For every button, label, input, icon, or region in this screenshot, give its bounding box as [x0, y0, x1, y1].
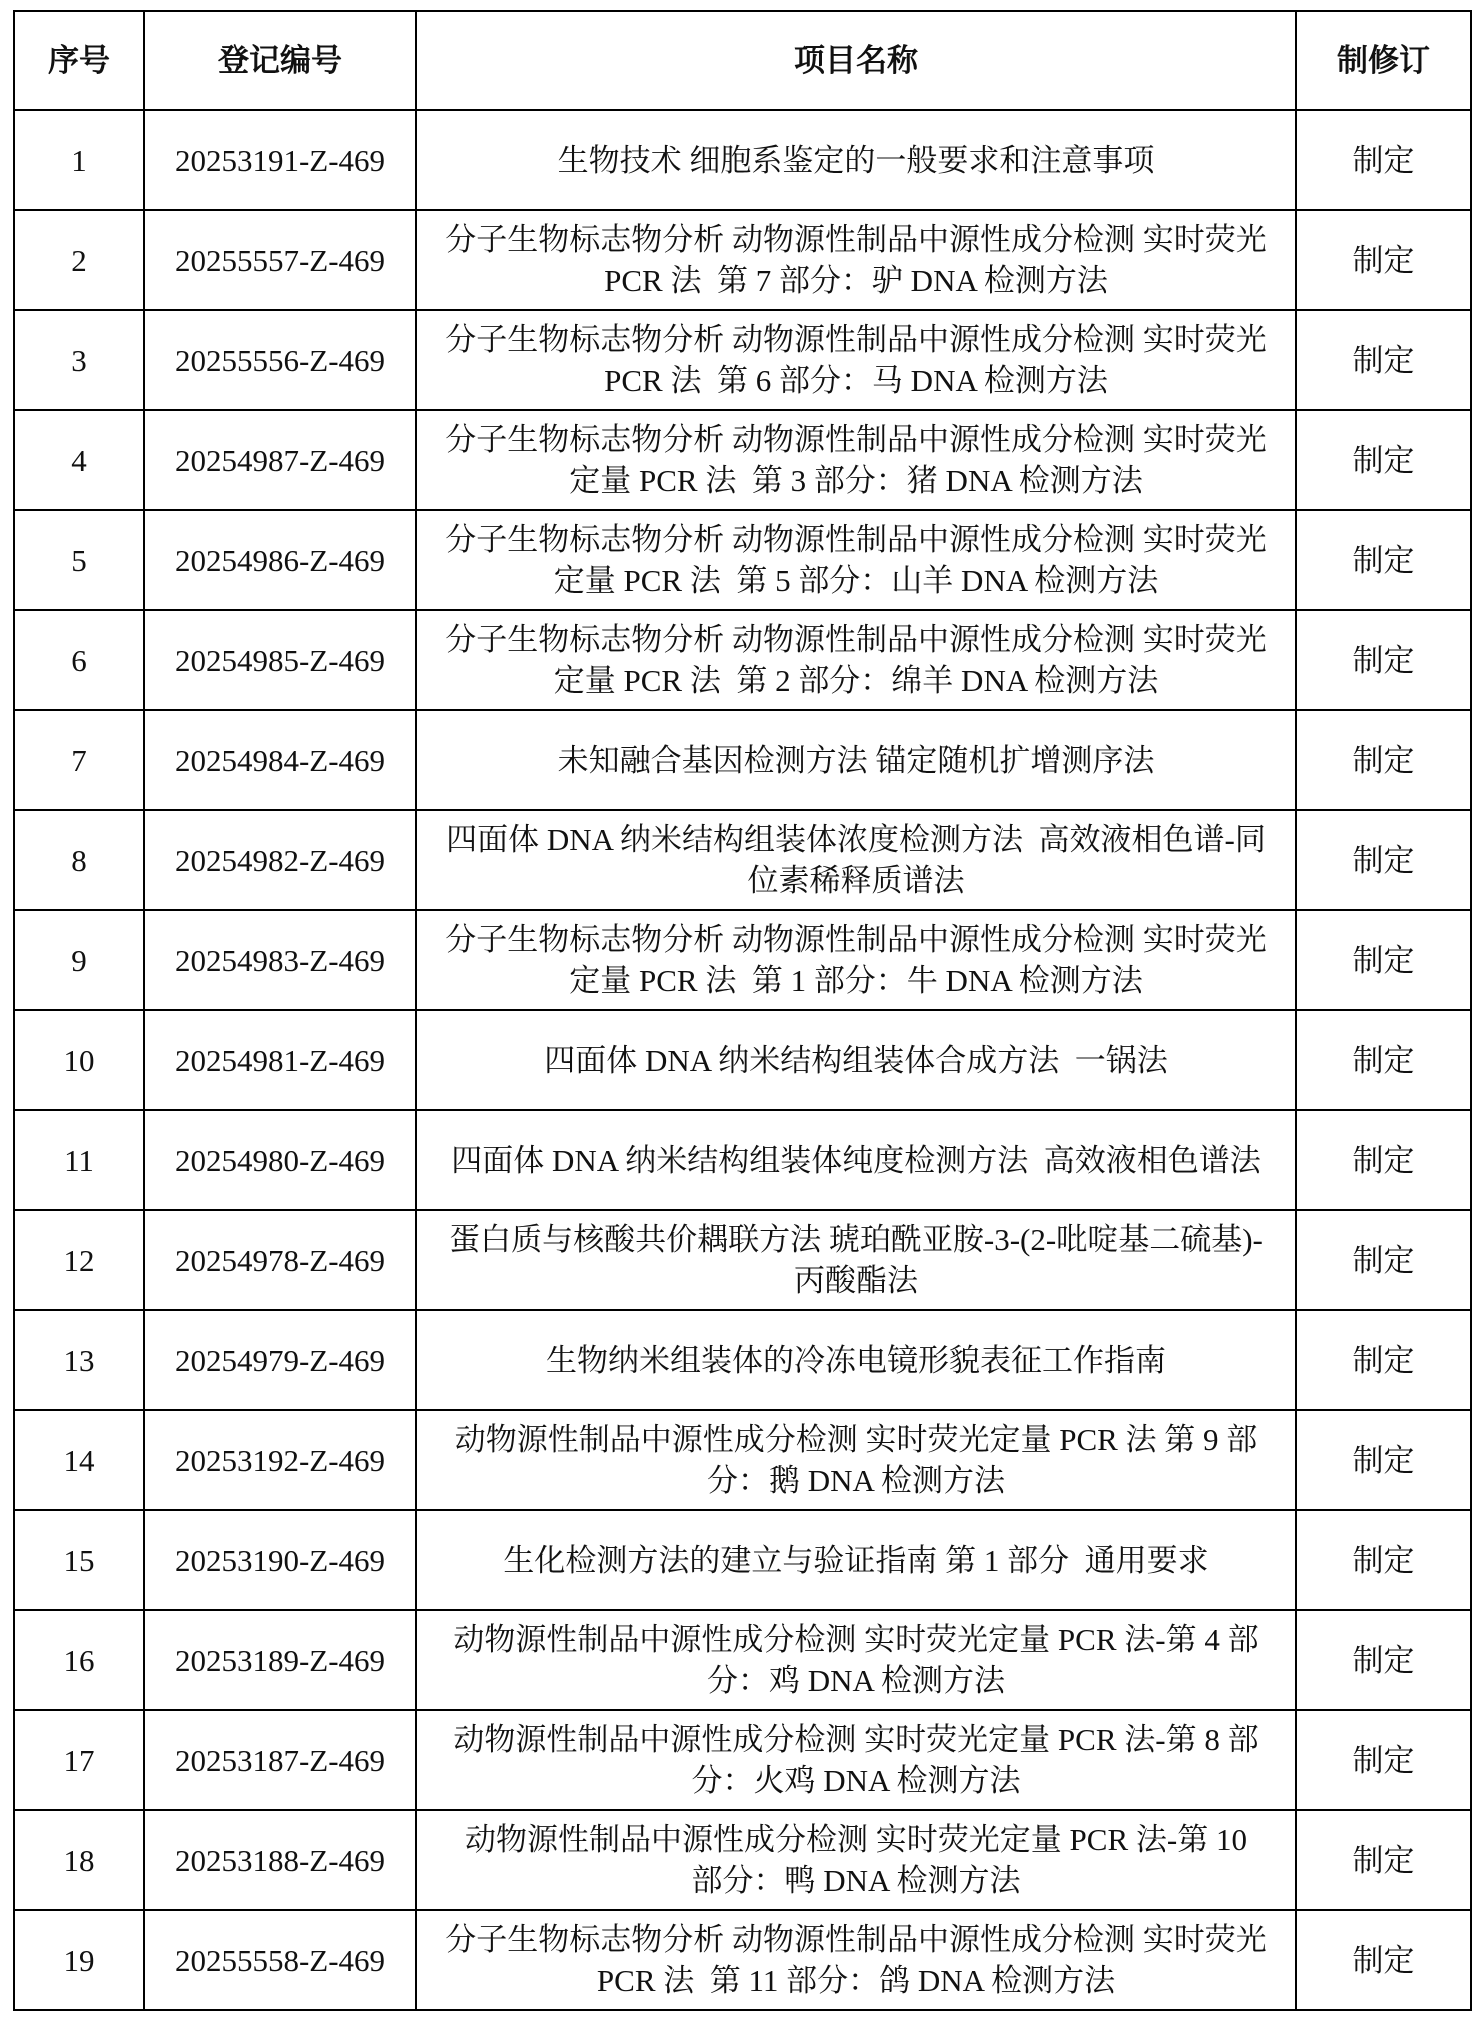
table-row	[14, 1310, 1471, 1410]
project-name-cell	[416, 1710, 1296, 1810]
project-name-cell	[416, 110, 1296, 210]
revision-type-cell: 制定	[1296, 1810, 1471, 1910]
registration-number-cell: 20253190-Z-469	[144, 1510, 416, 1610]
project-name-line: PCR 法 第 11 部分：鸽 DNA 检测方法	[596, 1963, 1116, 1998]
row-index-cell: 14	[14, 1410, 144, 1510]
project-name-cell	[416, 310, 1296, 410]
row-index-cell: 18	[14, 1810, 144, 1910]
header-revision-type: 制修订	[1296, 11, 1471, 110]
revision-type-cell: 制定	[1296, 710, 1471, 810]
project-name-line: 四面体 DNA 纳米结构组装体合成方法 一锅法	[544, 1042, 1168, 1078]
project-name-line: 丙酸酯法	[794, 1263, 918, 1298]
standards-project-table	[13, 10, 1472, 2011]
revision-type-cell: 制定	[1296, 1410, 1471, 1510]
project-name-line: 动物源性制品中源性成分检测 实时荧光定量 PCR 法-第 10	[465, 1822, 1247, 1857]
table-row	[14, 1410, 1471, 1510]
revision-type-cell: 制定	[1296, 1710, 1471, 1810]
header-project-name: 项目名称	[416, 11, 1296, 110]
header-index: 序号	[14, 11, 144, 110]
project-name-cell	[416, 710, 1296, 810]
project-name-line: 动物源性制品中源性成分检测 实时荧光定量 PCR 法 第 9 部	[454, 1422, 1258, 1457]
table-row	[14, 710, 1471, 810]
project-name-cell	[416, 910, 1296, 1010]
registration-number-cell: 20254985-Z-469	[144, 610, 416, 710]
revision-type-cell: 制定	[1296, 1210, 1471, 1310]
table-row	[14, 210, 1471, 310]
project-name-line: 分子生物标志物分析 动物源性制品中源性成分检测 实时荧光	[445, 1922, 1267, 1957]
project-name-line: 分子生物标志物分析 动物源性制品中源性成分检测 实时荧光	[445, 522, 1267, 557]
project-name-line: 动物源性制品中源性成分检测 实时荧光定量 PCR 法-第 4 部	[453, 1622, 1259, 1657]
table-row	[14, 410, 1471, 510]
table-row	[14, 1010, 1471, 1110]
project-name-cell	[416, 1810, 1296, 1910]
table-row	[14, 1510, 1471, 1610]
row-index-cell: 9	[14, 910, 144, 1010]
project-name-line: 定量 PCR 法 第 1 部分：牛 DNA 检测方法	[569, 963, 1143, 998]
registration-number-cell: 20253189-Z-469	[144, 1610, 416, 1710]
project-name-line: 动物源性制品中源性成分检测 实时荧光定量 PCR 法-第 8 部	[453, 1722, 1259, 1757]
row-index-cell: 15	[14, 1510, 144, 1610]
project-name-cell	[416, 1610, 1296, 1710]
revision-type-cell: 制定	[1296, 110, 1471, 210]
revision-type-cell: 制定	[1296, 1610, 1471, 1710]
registration-number-cell: 20255558-Z-469	[144, 1910, 416, 2010]
registration-number-cell: 20254978-Z-469	[144, 1210, 416, 1310]
registration-number-cell: 20253191-Z-469	[144, 110, 416, 210]
project-name-line: 分子生物标志物分析 动物源性制品中源性成分检测 实时荧光	[445, 322, 1267, 357]
revision-type-cell: 制定	[1296, 210, 1471, 310]
project-name-cell	[416, 1110, 1296, 1210]
revision-type-cell: 制定	[1296, 410, 1471, 510]
project-name-line: 生物技术 细胞系鉴定的一般要求和注意事项	[557, 142, 1155, 178]
project-name-line: 分：鸡 DNA 检测方法	[707, 1663, 1005, 1698]
row-index-cell: 19	[14, 1910, 144, 2010]
project-name-line: 分子生物标志物分析 动物源性制品中源性成分检测 实时荧光	[445, 422, 1267, 457]
project-name-line: 分子生物标志物分析 动物源性制品中源性成分检测 实时荧光	[445, 222, 1267, 257]
row-index-cell: 11	[14, 1110, 144, 1210]
table-row	[14, 1910, 1471, 2010]
table-row	[14, 1810, 1471, 1910]
header-registration-number: 登记编号	[144, 11, 416, 110]
project-name-line: 四面体 DNA 纳米结构组装体浓度检测方法 高效液相色谱-同	[446, 822, 1266, 857]
row-index-cell: 4	[14, 410, 144, 510]
row-index-cell: 10	[14, 1010, 144, 1110]
table-body	[14, 110, 1471, 2010]
project-name-cell	[416, 610, 1296, 710]
registration-number-cell: 20255556-Z-469	[144, 310, 416, 410]
registration-number-cell: 20254987-Z-469	[144, 410, 416, 510]
project-name-cell	[416, 510, 1296, 610]
table-row	[14, 310, 1471, 410]
project-name-line: 生化检测方法的建立与验证指南 第 1 部分 通用要求	[503, 1542, 1209, 1578]
row-index-cell: 12	[14, 1210, 144, 1310]
row-index-cell: 6	[14, 610, 144, 710]
project-name-cell	[416, 210, 1296, 310]
registration-number-cell: 20253187-Z-469	[144, 1710, 416, 1810]
table-row	[14, 1710, 1471, 1810]
project-name-line: PCR 法 第 6 部分：马 DNA 检测方法	[604, 363, 1108, 398]
project-name-cell	[416, 1210, 1296, 1310]
project-name-cell	[416, 1010, 1296, 1110]
table-row	[14, 1210, 1471, 1310]
registration-number-cell: 20254979-Z-469	[144, 1310, 416, 1410]
project-name-line: 蛋白质与核酸共价耦联方法 琥珀酰亚胺-3-(2-吡啶基二硫基)-	[449, 1222, 1263, 1257]
registration-number-cell: 20253188-Z-469	[144, 1810, 416, 1910]
registration-number-cell: 20254986-Z-469	[144, 510, 416, 610]
registration-number-cell: 20255557-Z-469	[144, 210, 416, 310]
registration-number-cell: 20254984-Z-469	[144, 710, 416, 810]
table-row	[14, 910, 1471, 1010]
row-index-cell: 2	[14, 210, 144, 310]
revision-type-cell: 制定	[1296, 910, 1471, 1010]
registration-number-cell: 20253192-Z-469	[144, 1410, 416, 1510]
project-name-line: 部分：鸭 DNA 检测方法	[691, 1863, 1021, 1898]
table-row	[14, 110, 1471, 210]
project-name-line: 分子生物标志物分析 动物源性制品中源性成分检测 实时荧光	[445, 922, 1267, 957]
project-name-line: 分子生物标志物分析 动物源性制品中源性成分检测 实时荧光	[445, 622, 1267, 657]
project-name-cell	[416, 1910, 1296, 2010]
project-name-line: PCR 法 第 7 部分：驴 DNA 检测方法	[604, 263, 1108, 298]
revision-type-cell: 制定	[1296, 510, 1471, 610]
project-name-cell	[416, 1410, 1296, 1510]
table-row	[14, 610, 1471, 710]
project-name-line: 分：鹅 DNA 检测方法	[707, 1463, 1005, 1498]
project-name-cell	[416, 1510, 1296, 1610]
project-name-line: 四面体 DNA 纳米结构组装体纯度检测方法 高效液相色谱法	[451, 1142, 1261, 1178]
revision-type-cell: 制定	[1296, 810, 1471, 910]
revision-type-cell: 制定	[1296, 1010, 1471, 1110]
revision-type-cell: 制定	[1296, 1910, 1471, 2010]
project-name-cell	[416, 410, 1296, 510]
project-name-line: 未知融合基因检测方法 锚定随机扩增测序法	[557, 742, 1155, 778]
table-row	[14, 510, 1471, 610]
row-index-cell: 17	[14, 1710, 144, 1810]
row-index-cell: 3	[14, 310, 144, 410]
table-row	[14, 1610, 1471, 1710]
project-name-line: 定量 PCR 法 第 5 部分：山羊 DNA 检测方法	[553, 563, 1159, 598]
table-row	[14, 810, 1471, 910]
project-name-line: 生物纳米组装体的冷冻电镜形貌表征工作指南	[546, 1342, 1166, 1378]
revision-type-cell: 制定	[1296, 310, 1471, 410]
row-index-cell: 1	[14, 110, 144, 210]
row-index-cell: 7	[14, 710, 144, 810]
project-name-cell	[416, 810, 1296, 910]
project-name-line: 定量 PCR 法 第 2 部分：绵羊 DNA 检测方法	[553, 663, 1159, 698]
revision-type-cell: 制定	[1296, 1310, 1471, 1410]
registration-number-cell: 20254983-Z-469	[144, 910, 416, 1010]
row-index-cell: 13	[14, 1310, 144, 1410]
revision-type-cell: 制定	[1296, 1110, 1471, 1210]
row-index-cell: 8	[14, 810, 144, 910]
header-row	[14, 11, 1471, 110]
registration-number-cell: 20254982-Z-469	[144, 810, 416, 910]
revision-type-cell: 制定	[1296, 610, 1471, 710]
project-name-line: 位素稀释质谱法	[747, 863, 965, 898]
revision-type-cell: 制定	[1296, 1510, 1471, 1610]
project-name-line: 分：火鸡 DNA 检测方法	[691, 1763, 1021, 1798]
registration-number-cell: 20254981-Z-469	[144, 1010, 416, 1110]
project-name-cell	[416, 1310, 1296, 1410]
project-name-line: 定量 PCR 法 第 3 部分：猪 DNA 检测方法	[569, 463, 1143, 498]
row-index-cell: 16	[14, 1610, 144, 1710]
table-header	[14, 11, 1471, 110]
registration-number-cell: 20254980-Z-469	[144, 1110, 416, 1210]
table-row	[14, 1110, 1471, 1210]
row-index-cell: 5	[14, 510, 144, 610]
